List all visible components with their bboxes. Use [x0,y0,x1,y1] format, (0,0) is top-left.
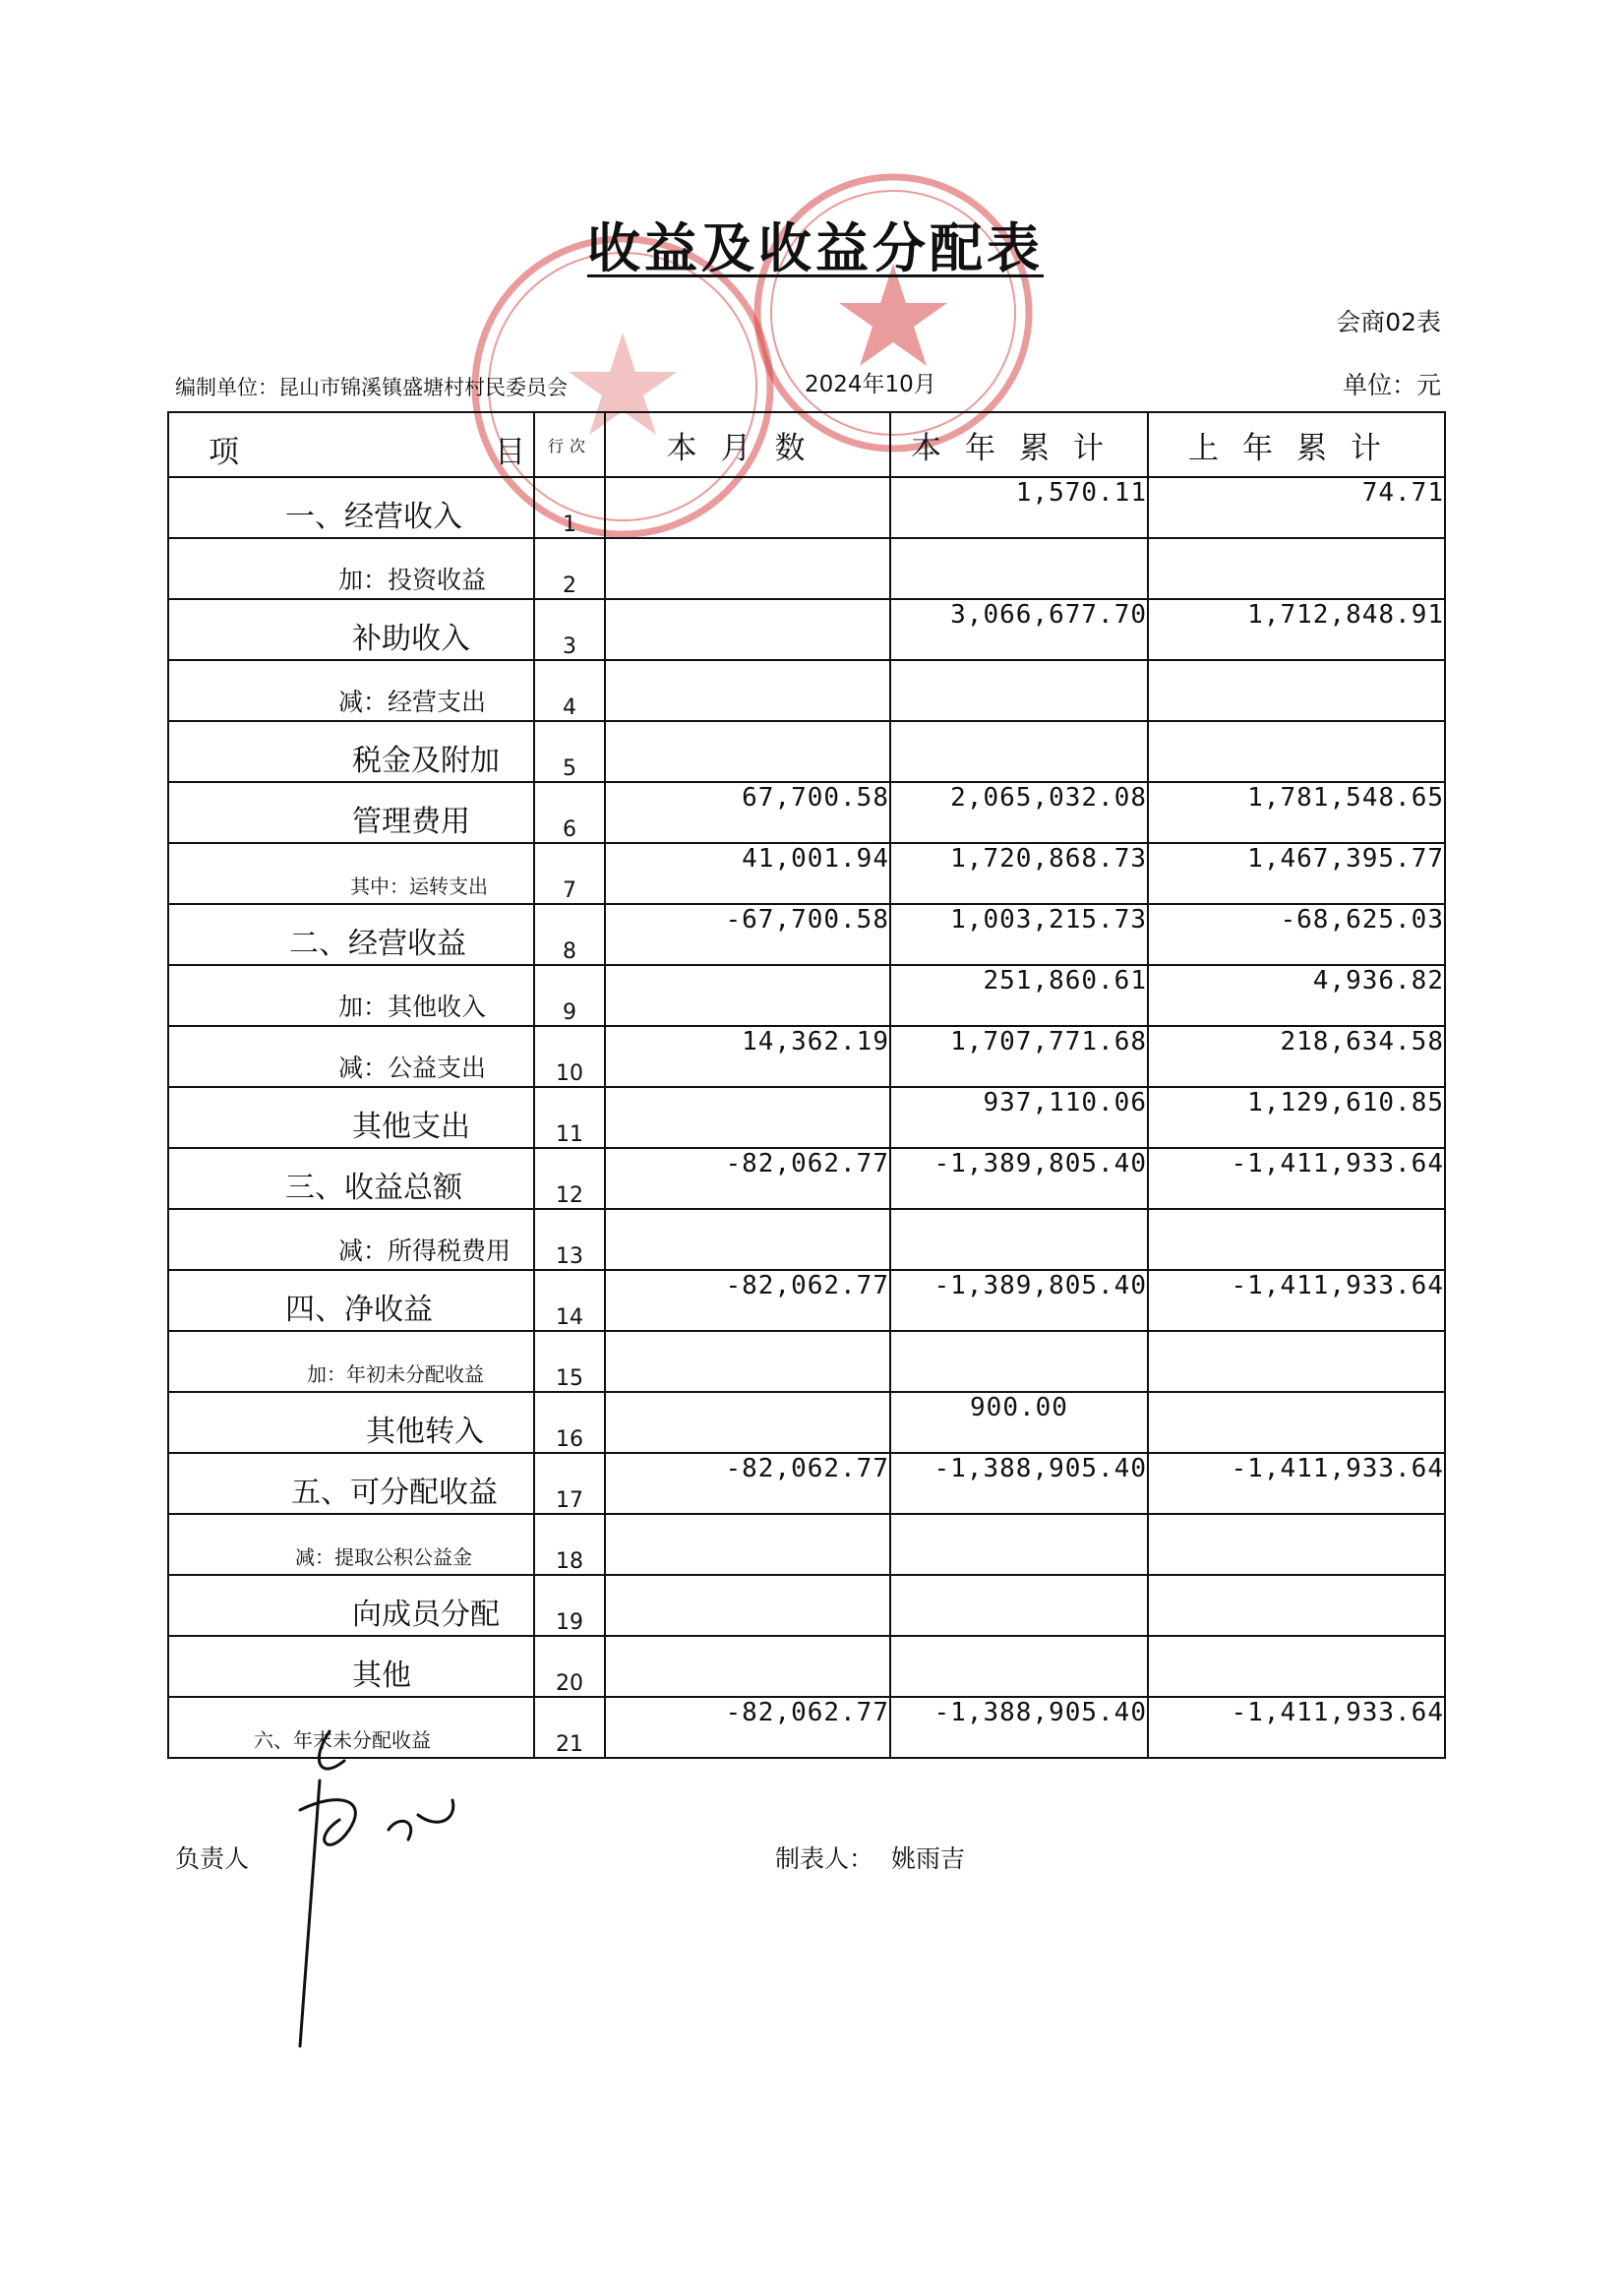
table-row [168,660,1445,721]
cell-prev-year [1148,1331,1445,1392]
cell-this-month [605,1575,890,1636]
cell-prev-year: 1,129,610.85 [1148,1087,1445,1148]
cell-prev-year [1148,1209,1445,1270]
cell-this-month [605,538,890,599]
cell-ytd: 2,065,032.08 [890,782,1148,843]
table-row [168,1636,1445,1697]
table-header-row [168,412,1445,477]
cell-ytd: 1,570.11 [890,477,1148,538]
cell-ytd: 3,066,677.70 [890,599,1148,660]
cell-prev-year [1148,1514,1445,1575]
cell-ytd [890,660,1148,721]
cell-this-month [605,599,890,660]
cell-prev-year [1148,721,1445,782]
row-line-no: 1 [534,477,605,538]
row-line-no: 12 [534,1148,605,1209]
row-label: 二、经营收益 [168,904,534,965]
preparer [775,1840,965,1875]
row-label: 补助收入 [168,599,534,660]
cell-ytd [890,1209,1148,1270]
cell-this-month: -82,062.77 [605,1697,890,1758]
cell-ytd [890,538,1148,599]
preparer-label: 制表人： [775,1844,874,1873]
table-row [168,904,1445,965]
row-label: 其中：运转支出 [168,843,534,904]
table-row [168,1270,1445,1331]
cell-ytd [890,721,1148,782]
cell-ytd [890,1331,1148,1392]
cell-this-month: 67,700.58 [605,782,890,843]
row-label: 五、可分配收益 [168,1453,534,1514]
row-label: 其他支出 [168,1087,534,1148]
cell-this-month: 41,001.94 [605,843,890,904]
row-line-no: 15 [534,1331,605,1392]
table-row [168,1453,1445,1514]
row-line-no: 13 [534,1209,605,1270]
row-line-no: 5 [534,721,605,782]
report-period: 2024年10月 [805,372,936,397]
table-row [168,599,1445,660]
table-row [168,1026,1445,1087]
row-label: 向成员分配 [168,1575,534,1636]
table-row [168,1575,1445,1636]
row-label: 一、经营收入 [168,477,534,538]
row-line-no: 14 [534,1270,605,1331]
cell-prev-year: 1,712,848.91 [1148,599,1445,660]
header-this-month: 本月数 [605,412,890,477]
row-label: 四、净收益 [168,1270,534,1331]
header-prev-year: 上年累计 [1148,412,1445,477]
header-ytd: 本年累计 [890,412,1148,477]
table-row [168,843,1445,904]
cell-ytd [890,1575,1148,1636]
cell-this-month: -82,062.77 [605,1453,890,1514]
cell-prev-year [1148,1575,1445,1636]
row-line-no: 21 [534,1697,605,1758]
row-label: 管理费用 [168,782,534,843]
cell-ytd: -1,389,805.40 [890,1270,1148,1331]
row-label: 其他 [168,1636,534,1697]
cell-ytd: -1,389,805.40 [890,1148,1148,1209]
row-line-no: 17 [534,1453,605,1514]
cell-this-month [605,1636,890,1697]
cell-ytd: 1,720,868.73 [890,843,1148,904]
cell-prev-year [1148,1636,1445,1697]
row-label: 加：投资收益 [168,538,534,599]
cell-ytd [890,1514,1148,1575]
currency-unit: 单位：元 [1342,371,1441,399]
cell-this-month [605,660,890,721]
row-line-no: 20 [534,1636,605,1697]
cell-ytd: 251,860.61 [890,965,1148,1026]
row-label: 其他转入 [168,1392,534,1453]
row-label: 加：年初未分配收益 [168,1331,534,1392]
cell-this-month: -67,700.58 [605,904,890,965]
cell-this-month: 14,362.19 [605,1026,890,1087]
row-line-no: 19 [534,1575,605,1636]
cell-this-month: -82,062.77 [605,1270,890,1331]
handwritten-signature [251,1721,487,2056]
row-line-no: 16 [534,1392,605,1453]
cell-this-month [605,1514,890,1575]
row-line-no: 7 [534,843,605,904]
row-line-no: 6 [534,782,605,843]
cell-prev-year: 74.71 [1148,477,1445,538]
responsible-person-label: 负责人 [175,1844,250,1873]
cell-ytd: -1,388,905.40 [890,1697,1148,1758]
header-item: 项 目 [168,412,534,477]
cell-this-month: -82,062.77 [605,1148,890,1209]
row-label: 三、收益总额 [168,1148,534,1209]
cell-ytd: 937,110.06 [890,1087,1148,1148]
cell-ytd: 900.00 [890,1392,1148,1453]
row-line-no: 4 [534,660,605,721]
row-label: 减：提取公积公益金 [168,1514,534,1575]
cell-prev-year: 218,634.58 [1148,1026,1445,1087]
table-row [168,1087,1445,1148]
table-row [168,477,1445,538]
table-row [168,721,1445,782]
income-distribution-table [167,411,1446,1759]
table-row [168,1392,1445,1453]
table-row [168,965,1445,1026]
row-line-no: 9 [534,965,605,1026]
cell-this-month [605,1209,890,1270]
cell-ytd: 1,003,215.73 [890,904,1148,965]
cell-this-month [605,1331,890,1392]
page-title: 收益及收益分配表 [587,217,1044,279]
row-label: 减：经营支出 [168,660,534,721]
cell-prev-year [1148,1392,1445,1453]
cell-prev-year: 4,936.82 [1148,965,1445,1026]
table-row [168,1331,1445,1392]
cell-this-month [605,1392,890,1453]
cell-this-month [605,1087,890,1148]
cell-prev-year: -1,411,933.64 [1148,1270,1445,1331]
cell-prev-year [1148,660,1445,721]
cell-prev-year: -68,625.03 [1148,904,1445,965]
table-row [168,1514,1445,1575]
row-label: 减：公益支出 [168,1026,534,1087]
row-line-no: 10 [534,1026,605,1087]
row-label: 加：其他收入 [168,965,534,1026]
row-line-no: 2 [534,538,605,599]
cell-prev-year: 1,781,548.65 [1148,782,1445,843]
row-line-no: 8 [534,904,605,965]
cell-prev-year [1148,538,1445,599]
cell-prev-year: -1,411,933.64 [1148,1148,1445,1209]
cell-ytd: 1,707,771.68 [890,1026,1148,1087]
cell-prev-year: 1,467,395.77 [1148,843,1445,904]
form-code: 会商02表 [1336,308,1441,336]
table-row [168,782,1445,843]
organization: 编制单位：昆山市锦溪镇盛塘村村民委员会 [175,376,568,399]
row-label: 六、年末未分配收益 [168,1697,534,1758]
header-line-no: 行次 [534,412,605,477]
cell-ytd [890,1636,1148,1697]
row-label: 减：所得税费用 [168,1209,534,1270]
cell-this-month [605,965,890,1026]
table-row [168,1148,1445,1209]
table-row [168,1209,1445,1270]
table-row [168,538,1445,599]
row-label: 税金及附加 [168,721,534,782]
cell-prev-year: -1,411,933.64 [1148,1697,1445,1758]
cell-ytd: -1,388,905.40 [890,1453,1148,1514]
cell-this-month [605,477,890,538]
row-line-no: 18 [534,1514,605,1575]
row-line-no: 11 [534,1087,605,1148]
row-line-no: 3 [534,599,605,660]
cell-this-month [605,721,890,782]
preparer-name: 姚雨吉 [891,1844,966,1873]
cell-prev-year: -1,411,933.64 [1148,1453,1445,1514]
